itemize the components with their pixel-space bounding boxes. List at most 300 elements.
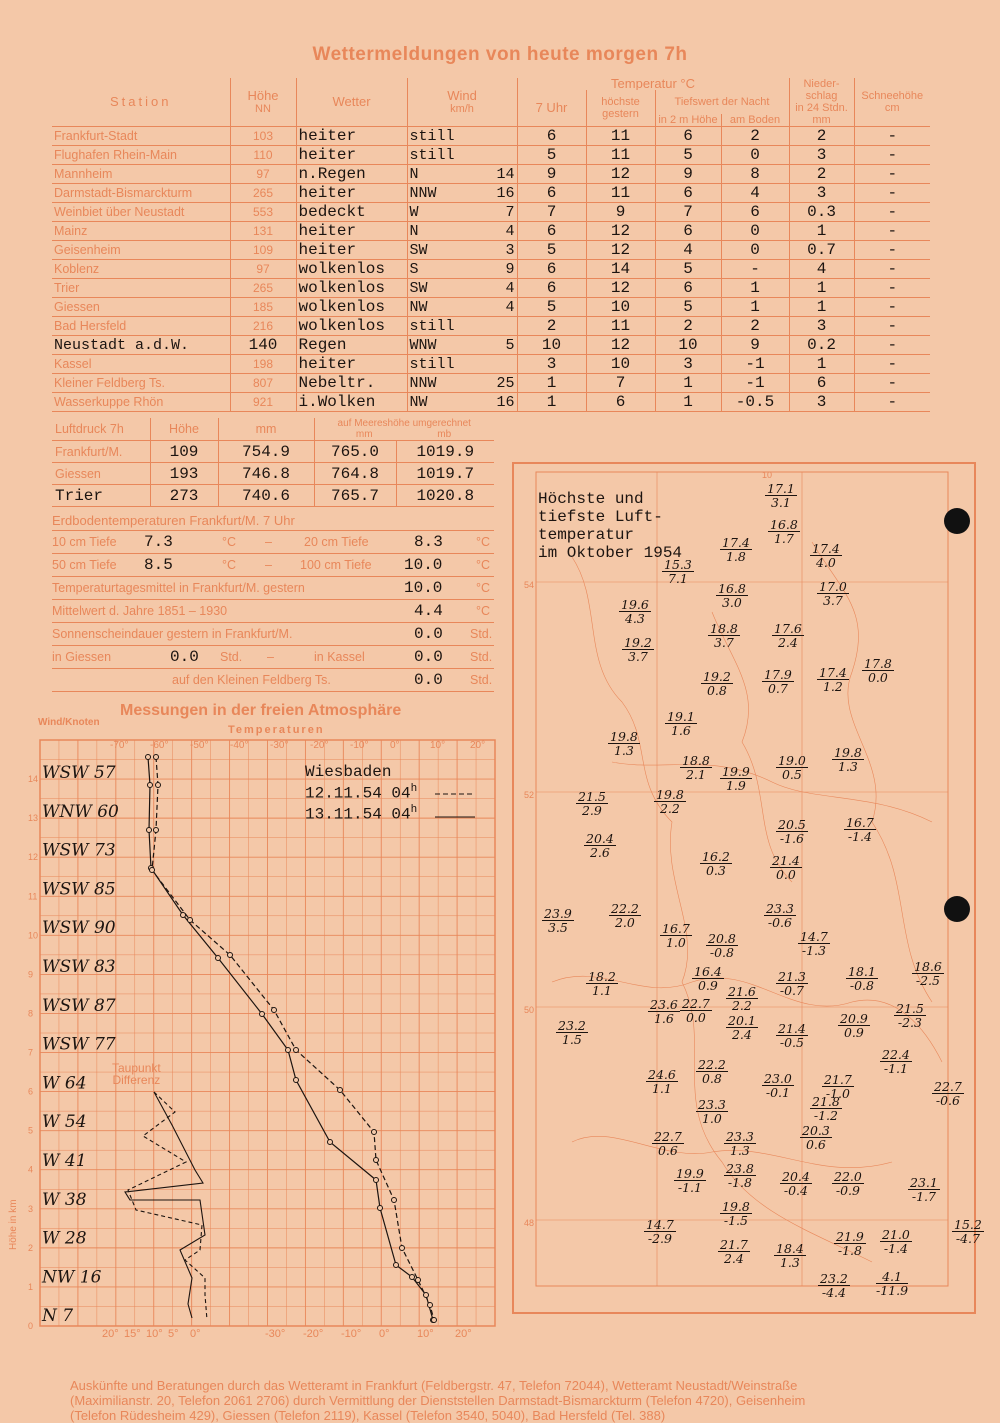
niederschlag: 3 xyxy=(789,393,854,412)
dewpoint-profile-2 xyxy=(128,1092,207,1320)
table-row xyxy=(52,222,930,241)
footer: Auskünfte und Beratungen durch das Wetteramt in Frankfurt (Feldbergstr. 47, Telefon 72044), Wetteramt Neustadt/Weinstraße (Maximilianstr. 20, Telefon 2061 2706) durch Vermittlung der Dienststellen Darmstadt-Bismarckturm (Telefon 4720), Geisenheim (Telefon Rüdesheim 429), Giessen (Telefon 2119), Kassel (Telefon 3540, 5040), Bad Hersfeld (Tel. 388) xyxy=(70,1378,806,1423)
map-min: 1.6 xyxy=(653,1011,674,1026)
map-temp-label xyxy=(708,622,740,649)
station-wetter: heiter xyxy=(296,146,407,165)
map-temp-label xyxy=(726,985,758,1012)
map-min: -1.5 xyxy=(723,1213,748,1228)
wind-dir: NW xyxy=(409,298,428,316)
temp-boden: 8 xyxy=(721,165,789,184)
station-name: Koblenz xyxy=(52,260,230,279)
schneehoehe: - xyxy=(854,241,930,260)
header-niederschlag: Nieder- schlag in 24 Stdn. mm xyxy=(789,78,854,127)
km-tick: 2 xyxy=(28,1242,34,1253)
temp-7uhr: 5 xyxy=(517,298,586,317)
punch-hole-top xyxy=(944,508,970,534)
wind-label: N 7 xyxy=(42,1306,74,1327)
map-temp-label xyxy=(648,998,680,1025)
wind-dir: still xyxy=(409,146,455,164)
map-max: 17.6 xyxy=(774,621,802,636)
km-tick: 6 xyxy=(28,1086,34,1097)
temp-boden: 0 xyxy=(721,241,789,260)
temp-max: 10 xyxy=(586,355,655,374)
temp-min-2m: 2 xyxy=(655,317,721,336)
wind-label: WSW 87 xyxy=(42,995,116,1016)
map-temp-label xyxy=(556,1019,588,1046)
station-wind xyxy=(407,393,517,412)
temp-point xyxy=(286,1048,291,1053)
table-row xyxy=(52,260,930,279)
map-max: 23.9 xyxy=(544,906,572,921)
map-min: -0.8 xyxy=(709,945,734,960)
map-min: 2.6 xyxy=(589,845,610,860)
map-min: -4.4 xyxy=(821,1285,846,1300)
wind-dir: NW xyxy=(409,393,428,411)
station-wetter: wolkenlos xyxy=(296,298,407,317)
map-min: 1.6 xyxy=(670,723,691,738)
map-min: 0.0 xyxy=(775,867,796,882)
table-row xyxy=(52,355,930,374)
pressure-mm-header: mm xyxy=(218,418,314,441)
map-min: 0.5 xyxy=(781,767,802,782)
map-min: -2.9 xyxy=(647,1231,672,1246)
temp-point xyxy=(147,828,152,833)
map-min: 1.2 xyxy=(822,679,843,694)
station-name: Mainz xyxy=(52,222,230,241)
map-temp-label xyxy=(762,1072,794,1099)
map-min: 4.3 xyxy=(624,611,645,626)
dewpoint-tick: 0° xyxy=(190,1328,201,1340)
map-temp-label xyxy=(932,1080,964,1107)
header-wind: Wind km/h xyxy=(407,78,517,127)
map-min: -1.8 xyxy=(837,1243,862,1258)
top-temp-tick: 0° xyxy=(390,740,400,751)
map-min: -1.6 xyxy=(779,831,804,846)
station-name: Mannheim xyxy=(52,165,230,184)
temp-point xyxy=(294,1048,299,1053)
map-max: 16.7 xyxy=(662,921,690,936)
wind-dir: N xyxy=(409,165,419,183)
map-temp-label xyxy=(817,666,849,693)
wind-dir: S xyxy=(409,260,419,278)
station-hoehe: 265 xyxy=(230,279,296,298)
temp-boden: -0.5 xyxy=(721,393,789,412)
map-max: 19.2 xyxy=(624,635,652,650)
map-max: 23.2 xyxy=(558,1018,586,1033)
bottom-temp-tick: 10° xyxy=(417,1328,434,1340)
map-temp-label xyxy=(608,730,640,757)
wind-speed: 16 xyxy=(496,393,515,411)
pressure-mm: 740.6 xyxy=(218,485,314,507)
map-min: 2.4 xyxy=(731,1027,752,1042)
map-min: -4.7 xyxy=(955,1231,980,1246)
station-hoehe: 109 xyxy=(230,241,296,260)
header-tiefst-boden: am Boden xyxy=(721,114,789,127)
map-temp-label xyxy=(876,1270,908,1297)
map-max: 22.7 xyxy=(934,1079,962,1094)
temp-point xyxy=(154,828,159,833)
temp-max: 12 xyxy=(586,165,655,184)
map-min: -1.8 xyxy=(727,1175,752,1190)
top-temp-tick: -30° xyxy=(270,740,289,751)
schneehoehe: - xyxy=(854,393,930,412)
station-name: Giessen xyxy=(52,298,230,317)
map-temp-label xyxy=(696,1098,728,1125)
sonne-row: Sonnenscheindauer gestern in Frankfurt/M. 0.0 Std. xyxy=(52,623,494,646)
map-title: Höchste und tiefste Luft- temperatur im Oktober 1954 xyxy=(538,490,683,562)
station-hoehe: 553 xyxy=(230,203,296,222)
schneehoehe: - xyxy=(854,260,930,279)
map-temp-label xyxy=(894,1002,926,1029)
temp-min-2m: 10 xyxy=(655,336,721,355)
map-min: 0.8 xyxy=(701,1071,722,1086)
station-hoehe: 921 xyxy=(230,393,296,412)
wind-speed: 25 xyxy=(496,374,515,392)
station-name: Geisenheim xyxy=(52,241,230,260)
wind-speed: 14 xyxy=(496,165,515,183)
atmo-chart xyxy=(20,730,500,1340)
station-wetter: heiter xyxy=(296,184,407,203)
map-max: 16.7 xyxy=(846,815,874,830)
temp-min-2m: 5 xyxy=(655,260,721,279)
header-7uhr: 7 Uhr xyxy=(517,90,586,127)
temp-boden: -1 xyxy=(721,374,789,393)
temp-max: 12 xyxy=(586,336,655,355)
niederschlag: 1 xyxy=(789,279,854,298)
niederschlag: 0.7 xyxy=(789,241,854,260)
top-temp-tick: -70° xyxy=(110,740,129,751)
map-temp-label xyxy=(776,818,808,845)
map-min: 0.9 xyxy=(697,978,718,993)
wind-label: W 54 xyxy=(42,1112,87,1133)
km-tick: 13 xyxy=(28,813,39,824)
map-temp-label xyxy=(680,754,712,781)
map-temp-label xyxy=(772,622,804,649)
map-min: -0.7 xyxy=(779,983,804,998)
temp-point xyxy=(181,913,186,918)
wind-knoten-label: Wind/Knoten xyxy=(38,717,100,728)
bottom-temp-tick: -30° xyxy=(265,1328,286,1340)
temp-min-2m: 6 xyxy=(655,222,721,241)
wind-dir: NNW xyxy=(409,184,437,202)
top-temp-tick: -10° xyxy=(350,740,369,751)
station-wind xyxy=(407,146,517,165)
station-hoehe: 140 xyxy=(230,336,296,355)
temp-boden: - xyxy=(721,260,789,279)
station-wind xyxy=(407,279,517,298)
table-row xyxy=(52,393,930,412)
pressure-hoehe: 273 xyxy=(150,485,218,507)
hoehe-axis-label: Höhe in km xyxy=(8,1199,19,1250)
temp-max: 10 xyxy=(586,298,655,317)
map-min: 1.1 xyxy=(651,1081,672,1096)
dewpoint-tick: 10° xyxy=(146,1328,163,1340)
map-min: -0.8 xyxy=(849,978,874,993)
temp-7uhr: 10 xyxy=(517,336,586,355)
temp-min-2m: 9 xyxy=(655,165,721,184)
temp-min-2m: 1 xyxy=(655,393,721,412)
schneehoehe: - xyxy=(854,146,930,165)
page-title: Wettermeldungen von heute morgen 7h xyxy=(312,44,688,65)
map-max: 23.0 xyxy=(764,1071,792,1086)
station-hoehe: 807 xyxy=(230,374,296,393)
map-max: 20.1 xyxy=(728,1013,756,1028)
km-tick: 1 xyxy=(28,1281,34,1292)
map-temp-label xyxy=(660,922,692,949)
feldberg-row: auf den Kleinen Feldberg Ts. 0.0 Std. xyxy=(52,669,494,692)
map-temp-label xyxy=(716,582,748,609)
map-temp-label xyxy=(844,816,876,843)
station-name: Wasserkuppe Rhön xyxy=(52,393,230,412)
temp-min-2m: 6 xyxy=(655,127,721,146)
schneehoehe: - xyxy=(854,184,930,203)
km-tick: 14 xyxy=(28,774,39,785)
niederschlag: 3 xyxy=(789,184,854,203)
pressure-label: Luftdruck 7h xyxy=(52,418,150,441)
schneehoehe: - xyxy=(854,298,930,317)
map-min: -0.5 xyxy=(779,1035,804,1050)
top-temp-tick: -20° xyxy=(310,740,329,751)
map-temp-label xyxy=(701,670,733,697)
map-min: -1.3 xyxy=(801,943,826,958)
pressure-meer-header: auf Meereshöhe umgerechnet mm mb xyxy=(314,418,494,441)
wind-label: WSW 73 xyxy=(42,840,116,861)
temp-7uhr: 6 xyxy=(517,184,586,203)
station-name: Kassel xyxy=(52,355,230,374)
map-max: 16.8 xyxy=(770,517,798,532)
temp-point xyxy=(294,1078,299,1083)
temp-point xyxy=(146,755,151,760)
temp-7uhr: 5 xyxy=(517,241,586,260)
niederschlag: 1 xyxy=(789,222,854,241)
temp-min-2m: 1 xyxy=(655,374,721,393)
map-min: 3.7 xyxy=(627,649,648,664)
map-temp-label xyxy=(576,790,608,817)
temp-point xyxy=(432,1318,437,1323)
schneehoehe: - xyxy=(854,374,930,393)
top-temp-tick: -60° xyxy=(150,740,169,751)
dewpoint-tick: 15° xyxy=(124,1328,141,1340)
map-min: 2.1 xyxy=(685,767,706,782)
map-min: 1.3 xyxy=(729,1143,750,1158)
km-tick: 8 xyxy=(28,1008,34,1019)
station-table xyxy=(52,78,930,412)
header-tiefst: Tiefswert der Nacht xyxy=(655,90,789,114)
temp-point xyxy=(328,1140,333,1145)
map-min: 0.6 xyxy=(657,1143,678,1158)
map-min: 0.7 xyxy=(767,681,788,696)
map-min: -1.4 xyxy=(883,1241,908,1256)
station-hoehe: 110 xyxy=(230,146,296,165)
map-temp-label xyxy=(726,1014,758,1041)
table-row xyxy=(52,317,930,336)
niederschlag: 4 xyxy=(789,260,854,279)
niederschlag: 3 xyxy=(789,146,854,165)
map-max: 17.1 xyxy=(767,481,795,496)
temp-7uhr: 9 xyxy=(517,165,586,184)
bottom-temp-tick: -20° xyxy=(303,1328,324,1340)
temp-7uhr: 3 xyxy=(517,355,586,374)
km-tick: 4 xyxy=(28,1164,34,1175)
map-max: 19.2 xyxy=(703,669,731,684)
top-temp-tick: 10° xyxy=(430,740,446,751)
map-min: 4.0 xyxy=(815,555,836,570)
schneehoehe: - xyxy=(854,127,930,146)
temp-point xyxy=(416,1278,421,1283)
map-min: 1.0 xyxy=(701,1111,722,1126)
map-temp-label xyxy=(912,960,944,987)
table-row xyxy=(52,298,930,317)
map-max: 19.1 xyxy=(667,709,695,724)
map-min: 2.9 xyxy=(581,803,602,818)
map-max: 20.4 xyxy=(782,1169,810,1184)
station-wetter: heiter xyxy=(296,355,407,374)
map-max: 18.8 xyxy=(710,621,738,636)
station-wetter: i.Wolken xyxy=(296,393,407,412)
map-max: 23.3 xyxy=(766,901,794,916)
niederschlag: 1 xyxy=(789,298,854,317)
map-max: 21.6 xyxy=(728,984,756,999)
map-min: -0.4 xyxy=(783,1183,808,1198)
svg-text:10: 10 xyxy=(762,470,773,480)
station-wetter: bedeckt xyxy=(296,203,407,222)
temp-max: 6 xyxy=(586,393,655,412)
map-max: 23.3 xyxy=(698,1097,726,1112)
schneehoehe: - xyxy=(854,203,930,222)
map-temp-label xyxy=(692,965,724,992)
temp-point xyxy=(372,1130,377,1135)
taupunkt-label: Taupunkt Differenz xyxy=(112,1061,161,1087)
station-wind xyxy=(407,317,517,336)
temp-point xyxy=(216,956,221,961)
schneehoehe: - xyxy=(854,336,930,355)
svg-text:50: 50 xyxy=(524,1005,535,1015)
wind-speed: 16 xyxy=(496,184,515,202)
dewpoint-profile-1 xyxy=(125,1092,205,1318)
station-wind xyxy=(407,374,517,393)
pressure-station: Trier xyxy=(52,485,150,507)
map-min: 3.5 xyxy=(547,920,568,935)
map-min: 2.0 xyxy=(614,915,635,930)
km-tick: 7 xyxy=(28,1047,34,1058)
map-min: 1.3 xyxy=(837,759,858,774)
map-max: 18.1 xyxy=(848,964,876,979)
map-max: 19.8 xyxy=(722,1199,750,1214)
table-row xyxy=(52,165,930,184)
wind-speed: 9 xyxy=(505,260,515,278)
map-max: 15.2 xyxy=(954,1217,982,1232)
niederschlag: 0.3 xyxy=(789,203,854,222)
map-min: -1.1 xyxy=(883,1061,908,1076)
map-temp-label xyxy=(765,482,797,509)
table-row xyxy=(52,146,930,165)
pressure-station: Frankfurt/M. xyxy=(52,441,150,463)
temp-boden: 0 xyxy=(721,146,789,165)
pressure-meer-mm: 764.8 xyxy=(314,463,396,485)
temp-7uhr: 7 xyxy=(517,203,586,222)
temp-7uhr: 6 xyxy=(517,127,586,146)
schneehoehe: - xyxy=(854,355,930,374)
map-max: 20.3 xyxy=(802,1123,830,1138)
header-schnee: Schneehöhe cm xyxy=(854,78,930,127)
map-min: 2.2 xyxy=(659,801,680,816)
pressure-station: Giessen xyxy=(52,463,150,485)
station-name: Kleiner Feldberg Ts. xyxy=(52,374,230,393)
temp-min-2m: 7 xyxy=(655,203,721,222)
soil-row-2: 50 cm Tiefe 8.5 °C – 100 cm Tiefe 10.0 °C xyxy=(52,554,494,577)
pressure-meer-mm: 765.0 xyxy=(314,441,396,463)
wind-speed: 4 xyxy=(505,279,515,297)
map-temp-label xyxy=(880,1228,912,1255)
map-temp-label xyxy=(718,1238,750,1265)
temp-boden: 1 xyxy=(721,279,789,298)
station-wind xyxy=(407,222,517,241)
svg-text:52: 52 xyxy=(524,790,535,800)
jahre-row: Mittelwert d. Jahre 1851 – 1930 4.4 °C xyxy=(52,600,494,623)
temp-min-2m: 3 xyxy=(655,355,721,374)
wind-dir: W xyxy=(409,203,419,221)
dewpoint-tick: 5° xyxy=(168,1328,179,1340)
station-name: Frankfurt-Stadt xyxy=(52,127,230,146)
station-wind xyxy=(407,298,517,317)
map-temp-label xyxy=(674,1167,706,1194)
temp-point xyxy=(188,918,193,923)
temp-boden: 9 xyxy=(721,336,789,355)
km-tick: 9 xyxy=(28,969,34,980)
pressure-table xyxy=(52,418,494,507)
map-max: 21.5 xyxy=(578,789,606,804)
header-hoechste: höchste gestern xyxy=(586,90,655,127)
map-min: 0.0 xyxy=(685,1010,706,1025)
map-max: 16.8 xyxy=(718,581,746,596)
map-temp-label xyxy=(654,788,686,815)
map-temp-label xyxy=(798,930,830,957)
station-name: Darmstadt-Bismarckturm xyxy=(52,184,230,203)
station-wetter: wolkenlos xyxy=(296,279,407,298)
temp-7uhr: 6 xyxy=(517,279,586,298)
km-tick: 3 xyxy=(28,1203,34,1214)
map-max: 14.7 xyxy=(646,1217,674,1232)
temperaturen-label: Temperaturen xyxy=(228,724,325,736)
table-row xyxy=(52,127,930,146)
temp-7uhr: 2 xyxy=(517,317,586,336)
map-min: -1.0 xyxy=(825,1086,850,1101)
temp-profile-1 xyxy=(148,757,433,1320)
temp-max: 14 xyxy=(586,260,655,279)
map-temp-label xyxy=(832,1170,864,1197)
km-tick: 5 xyxy=(28,1125,34,1136)
temp-point xyxy=(410,1275,415,1280)
niederschlag: 0.2 xyxy=(789,336,854,355)
pressure-row xyxy=(52,463,494,485)
map-temp-label xyxy=(818,1272,850,1299)
schneehoehe: - xyxy=(854,279,930,298)
map-temp-label xyxy=(776,754,808,781)
temp-point xyxy=(260,1012,265,1017)
temp-point xyxy=(228,953,233,958)
temp-point xyxy=(272,1008,277,1013)
map-max: 17.0 xyxy=(819,579,847,594)
pressure-mm: 754.9 xyxy=(218,441,314,463)
pressure-meer-mb: 1019.9 xyxy=(396,441,494,463)
map-min: 0.0 xyxy=(867,670,888,685)
map-max: 17.8 xyxy=(864,656,892,671)
niederschlag: 1 xyxy=(789,355,854,374)
map-temp-label xyxy=(720,536,752,563)
temp-boden: 0 xyxy=(721,222,789,241)
temp-point xyxy=(338,1088,343,1093)
station-wind xyxy=(407,165,517,184)
